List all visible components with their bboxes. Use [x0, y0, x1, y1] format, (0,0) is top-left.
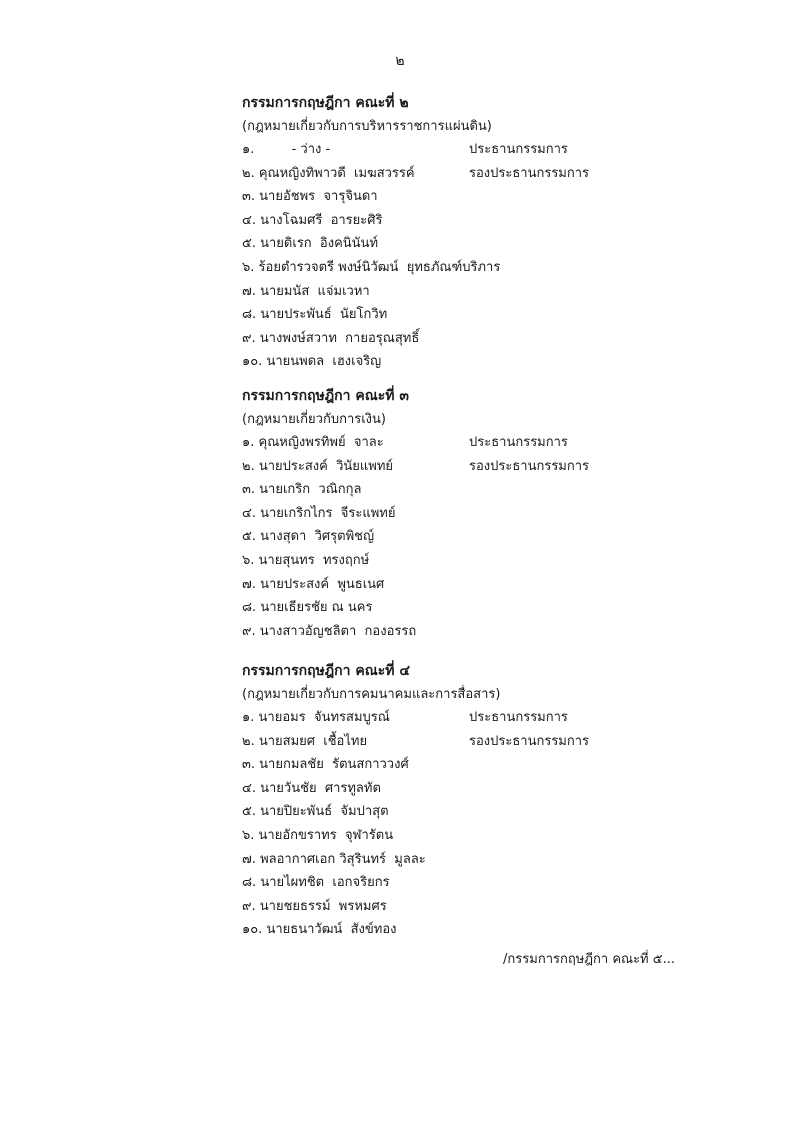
- member-name: พลอากาศเอก วิสุรินทร์ มูลละ: [260, 851, 426, 867]
- member-name: นายอมร จันทรสมบูรณ์: [258, 710, 390, 725]
- member-number: ๒.: [242, 458, 255, 474]
- member-list: [242, 138, 762, 374]
- member-number: ๓.: [242, 189, 256, 205]
- member-row: [242, 280, 762, 304]
- member-number: ๑๐.: [242, 922, 263, 938]
- member-role: รองประธานกรรมการ: [469, 165, 590, 181]
- member-row: [242, 525, 762, 549]
- member-number: ๓.: [242, 757, 256, 773]
- member-name: นายสมยศ เชื้อไทย: [258, 733, 368, 749]
- member-row: [242, 431, 762, 455]
- member-number: ๓.: [242, 482, 256, 498]
- member-name: นายดิเรก อิงคนินันท์: [260, 236, 379, 252]
- member-name: นางพงษ์สวาท กายอรุณสุทธิ์: [259, 330, 420, 346]
- member-number: ๖.: [242, 827, 255, 843]
- member-row: [242, 256, 762, 280]
- member-row: [242, 232, 762, 256]
- member-row: [242, 138, 762, 162]
- member-row: [242, 209, 762, 233]
- member-number: ๑.: [242, 142, 255, 157]
- member-number: ๔.: [242, 212, 256, 228]
- member-number: ๖.: [242, 259, 255, 275]
- member-row: [242, 706, 762, 730]
- member-row: [242, 185, 762, 209]
- member-name: นายไผทชิต เอกจริยกร: [260, 875, 390, 891]
- member-role: ประธานกรรมการ: [469, 710, 568, 725]
- member-row: [242, 596, 762, 620]
- member-name: นายอัชพร จารุจินดา: [259, 189, 378, 205]
- member-number: ๙.: [242, 623, 256, 639]
- member-row: [242, 478, 762, 502]
- member-name: นายมนัส แจ่มเวหา: [260, 283, 370, 299]
- member-number: ๑.: [242, 435, 255, 450]
- continuation-note: /กรรมการกฤษฎีกา คณะที่ ๕...: [503, 952, 675, 967]
- member-row: [242, 777, 762, 801]
- member-name: นายกมลชัย รัตนสกาววงศ์: [259, 757, 409, 773]
- member-name: นายประพันธ์ นัยโกวิท: [260, 307, 388, 323]
- member-name: นางสาวอัญชลิตา กองอรรถ: [259, 623, 417, 639]
- member-name: นายประสงค์ พูนธเนศ: [260, 576, 385, 592]
- member-number: ๙.: [242, 898, 256, 914]
- member-row: [242, 327, 762, 351]
- member-role: ประธานกรรมการ: [469, 435, 568, 450]
- section-subtitle: (กฎหมายเกี่ยวกับการบริหารราชการแผ่นดิน): [242, 119, 492, 134]
- committee-section-3: [242, 385, 762, 643]
- committee-section-4: [242, 660, 762, 942]
- member-row: [242, 350, 762, 374]
- member-row: [242, 895, 762, 919]
- member-number: ๘.: [242, 875, 257, 891]
- member-row: [242, 824, 762, 848]
- member-number: ๕.: [242, 529, 256, 545]
- member-list: [242, 431, 762, 643]
- member-number: ๘.: [242, 307, 257, 323]
- member-number: ๘.: [242, 600, 257, 616]
- member-row: [242, 455, 762, 479]
- member-number: ๒.: [242, 733, 255, 749]
- member-number: ๔.: [242, 780, 256, 796]
- member-row: [242, 848, 762, 872]
- member-number: ๕.: [242, 236, 256, 252]
- member-name: นายวันชัย ศารทูลทัต: [260, 780, 381, 796]
- section-subtitle: (กฎหมายเกี่ยวกับการคมนาคมและการสื่อสาร): [242, 687, 501, 702]
- member-name: คุณหญิงทิพาวดี เมฆสวรรค์: [258, 165, 415, 181]
- member-role: รองประธานกรรมการ: [469, 733, 590, 749]
- member-name: นายธนาวัฒน์ สังข์ทอง: [266, 922, 397, 938]
- member-role: รองประธานกรรมการ: [469, 458, 590, 474]
- member-row: [242, 573, 762, 597]
- member-number: ๗.: [242, 283, 256, 299]
- member-list: [242, 706, 762, 942]
- member-row: [242, 162, 762, 186]
- member-role: ประธานกรรมการ: [469, 142, 568, 157]
- committee-section-2: [242, 92, 762, 374]
- member-row: [242, 753, 762, 777]
- member-number: ๗.: [242, 851, 256, 867]
- section-title: กรรมการกฤษฎีกา คณะที่ ๔: [242, 663, 410, 679]
- member-name: นายประสงค์ วินัยแพทย์: [258, 458, 394, 474]
- member-number: ๕.: [242, 804, 256, 820]
- member-name: นายนพดล เฮงเจริญ: [266, 354, 382, 370]
- section-subtitle: (กฎหมายเกี่ยวกับการเงิน): [242, 412, 386, 427]
- member-number: ๑๐.: [242, 354, 263, 370]
- member-row: [242, 800, 762, 824]
- member-row: [242, 871, 762, 895]
- member-name: นางสุดา วิศรุตพิชญ์: [260, 529, 375, 545]
- member-name: นายเธียรชัย ณ นคร: [260, 600, 373, 616]
- member-name: ร้อยตำรวจตรี พงษ์นิวัฒน์ ยุทธภัณฑ์บริภาร: [258, 259, 501, 275]
- member-row: [242, 730, 762, 754]
- member-number: ๗.: [242, 576, 256, 592]
- member-name: นางโฉมศรี อารยะศิริ: [260, 212, 383, 228]
- member-name: นายชยธรรม์ พรหมศร: [259, 898, 387, 914]
- member-name: - ว่าง -: [258, 142, 331, 157]
- member-row: [242, 549, 762, 573]
- member-number: ๖.: [242, 552, 255, 568]
- member-row: [242, 620, 762, 644]
- member-name: นายปิยะพันธ์ จัมปาสุต: [260, 804, 389, 820]
- member-name: นายเกริก วณิกกุล: [259, 482, 362, 498]
- member-name: นายสุนทร ทรงฤกษ์: [258, 552, 370, 568]
- member-row: [242, 918, 762, 942]
- member-number: ๔.: [242, 505, 256, 521]
- page-number: ๒: [395, 53, 405, 69]
- member-name: นายอักขราทร จุฬารัตน: [258, 827, 394, 843]
- member-number: ๒.: [242, 165, 255, 181]
- member-row: [242, 502, 762, 526]
- member-name: คุณหญิงพรทิพย์ จาละ: [258, 435, 384, 450]
- member-number: ๙.: [242, 330, 256, 346]
- section-title: กรรมการกฤษฎีกา คณะที่ ๓: [242, 388, 409, 404]
- member-row: [242, 303, 762, 327]
- member-name: นายเกริกไกร จีระแพทย์: [260, 505, 396, 521]
- section-title: กรรมการกฤษฎีกา คณะที่ ๒: [242, 95, 409, 111]
- member-number: ๑.: [242, 710, 255, 725]
